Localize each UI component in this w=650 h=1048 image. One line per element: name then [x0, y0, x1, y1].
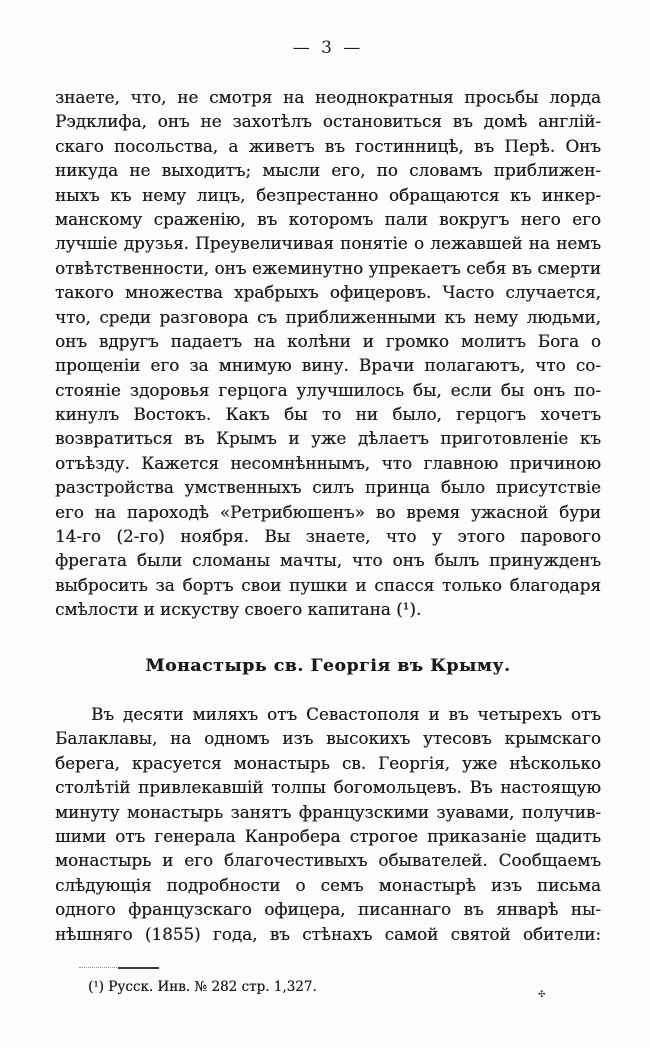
text-line: разстройства умственныхъ силъ принца было присутствіе — [55, 477, 601, 498]
text-line: лучшіе друзья. Преувеличивая понятіе о лежавшей на немъ — [55, 233, 601, 254]
text-line: стояніе здоровья герцога улучшилось бы, если бы онъ по- — [55, 379, 601, 400]
text-line: фрегата были сломаны мачты, что онъ былъ принужденъ — [55, 550, 601, 571]
rule-solid-segment — [118, 967, 159, 969]
rule-dotted-segment — [79, 967, 117, 968]
text-line: отъѣзду. Кажется несомнѣннымъ, что главною причиною — [55, 452, 601, 473]
text-line: что, среди разговора съ приближенными къ нему людьми, — [55, 306, 601, 327]
text-line: одного французскаго офицера, писаннаго въ январѣ ны- — [55, 899, 601, 920]
body-paragraph-1 — [55, 85, 601, 622]
text-line: ныхъ къ нему лицъ, безпрестанно обращаются къ инкер- — [55, 184, 601, 205]
text-line: прощеніи его за мнимую вину. Врачи полагаютъ, что со- — [55, 355, 601, 376]
text-line: отвѣтственности, онъ ежеминутно упрекаетъ себя въ смерти — [55, 257, 601, 278]
text-line: шими отъ генерала Канробера строгое приказаніе щадить — [55, 825, 601, 846]
text-line: скаго посольства, а живетъ въ гостинницѣ, въ Перѣ. Онъ — [55, 135, 601, 156]
text-line: слѣдующія подробности о семъ монастырѣ изъ письма — [55, 874, 601, 895]
text-line: такого множества храбрыхъ офицеровъ. Часто случается, — [55, 282, 601, 303]
text-line: Балаклавы, на одномъ изъ высокихъ утесовъ крымскаго — [55, 728, 601, 749]
text-line: 14-го (2-го) ноября. Вы знаете, что у этого парового — [55, 526, 601, 547]
text-line: смѣлости и искуству своего капитана (¹). — [55, 599, 422, 620]
text-line: Въ десяти миляхъ отъ Севастополя и въ четырехъ отъ — [91, 704, 601, 724]
text-line: кинулъ Востокъ. Какъ бы то ни было, герцогъ хочетъ — [55, 404, 601, 425]
printer-mark: ✣ — [538, 990, 546, 1000]
text-line: онъ вдругъ падаетъ на колѣни и громко молитъ Бога о — [55, 330, 601, 351]
text-line: Рэдклифа, онъ не захотѣлъ остановиться въ домѣ англій- — [55, 111, 601, 132]
text-line: берега, красуется монастырь св. Георгія, уже нѣсколько — [55, 752, 601, 773]
text-line: монастырь и его благочестивыхъ обывателей. Сообщаемъ — [55, 850, 601, 871]
text-line: никуда не выходитъ; мысли его, по словамъ приближен- — [55, 160, 601, 181]
page-number: — 3 — — [292, 38, 364, 58]
text-line: минуту монастырь занятъ французскими зуавами, получив- — [55, 801, 601, 822]
footnote — [55, 978, 601, 996]
text-line: возвратиться въ Крымъ и уже дѣлаетъ приготовленіе къ — [55, 428, 601, 449]
section-heading: Монастырь св. Георгія въ Крыму. — [145, 656, 511, 676]
text-line: его на пароходѣ «Ретрибюшенъ» во время ужасной бури — [55, 501, 601, 522]
footnote-text: (¹) Русск. Инв. № 282 стр. 1,327. — [88, 979, 317, 995]
text-line: выбросить за бортъ свои пушки и спасся только благодаря — [55, 574, 601, 595]
body-paragraph-2 — [55, 702, 601, 946]
text-line: столѣтій привлекавшій толпы богомольцевъ. Въ настоящую — [55, 777, 601, 798]
text-line: знаете, что, не смотря на неоднократныя просьбы лорда — [55, 87, 601, 107]
text-line: нѣшняго (1855) года, въ стѣнахъ самой святой обители: — [55, 923, 601, 944]
footnote-separator-rule — [79, 966, 159, 969]
text-line: манскому сраженію, въ которомъ пали вокругъ него его — [55, 208, 601, 229]
